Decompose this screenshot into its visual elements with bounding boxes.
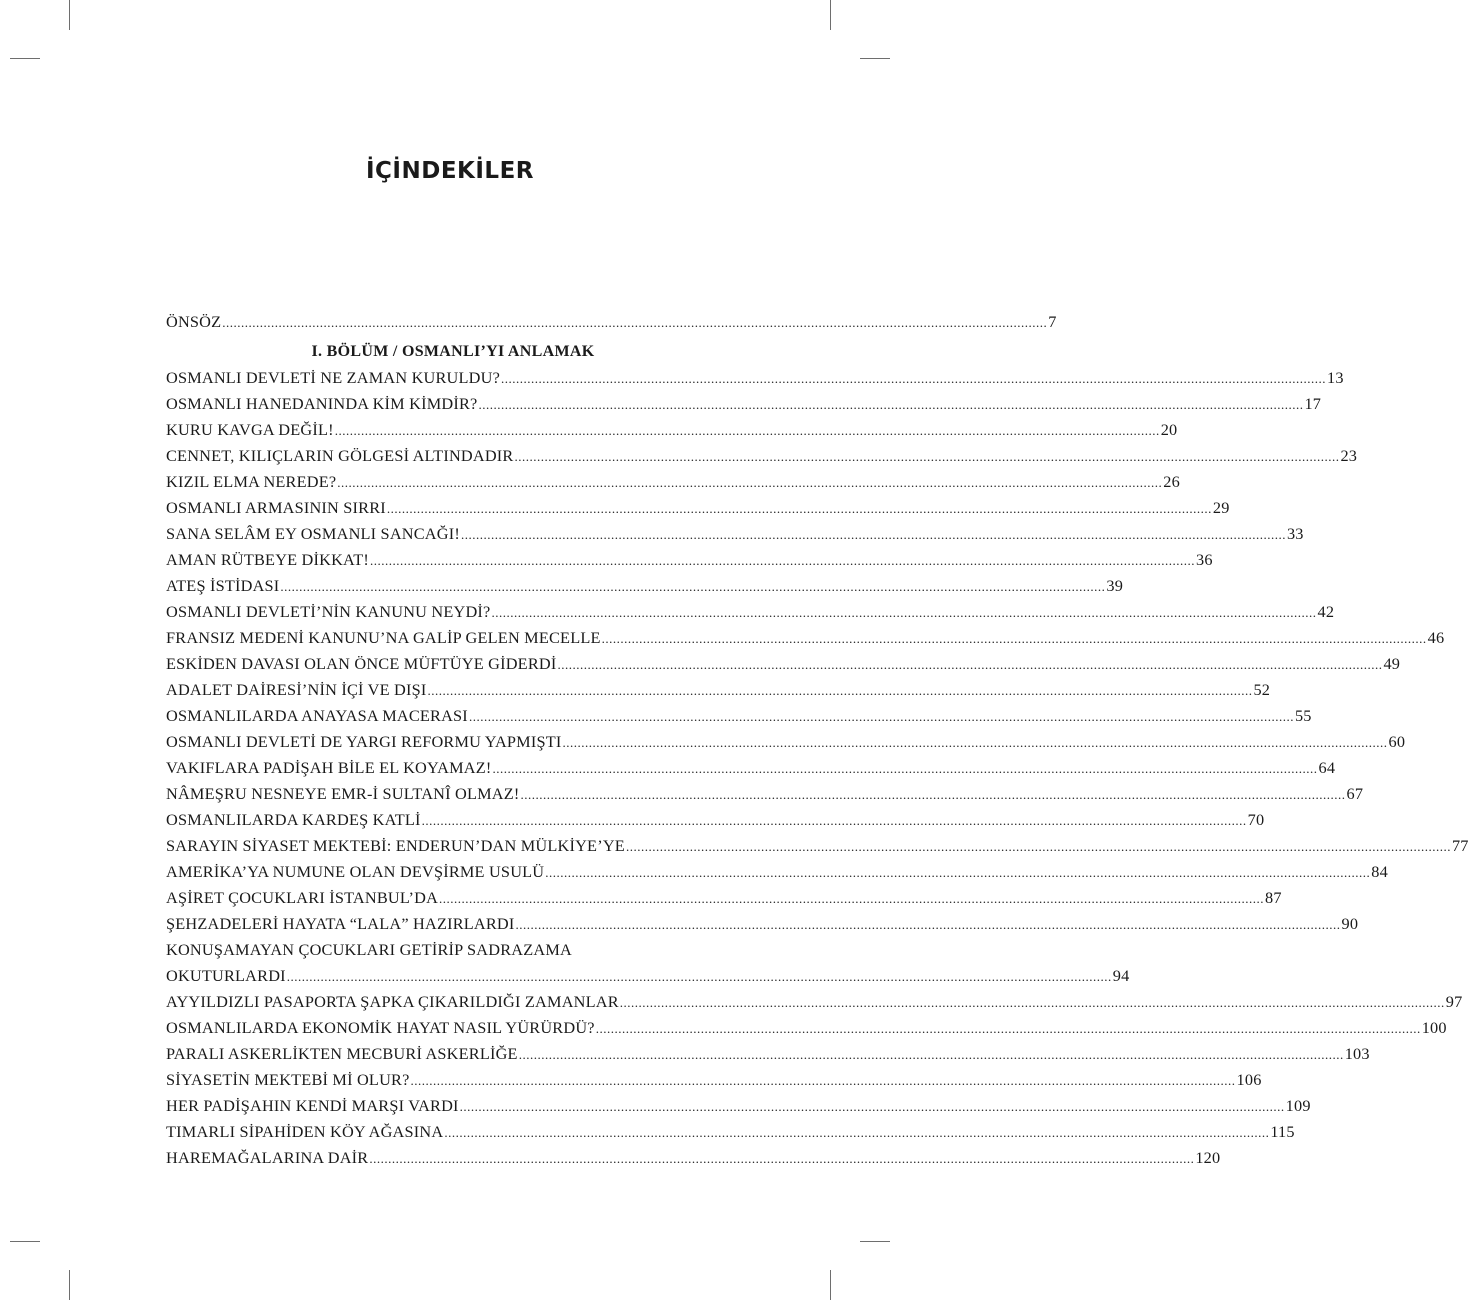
toc-entry	[166, 989, 1463, 1015]
dot-leader: ............................................................................................................................................................................................................................	[459, 1099, 1285, 1114]
toc-entry-title: OSMANLILARDA KARDEŞ KATLİ	[166, 810, 421, 829]
crop-mark-bottom-left	[69, 1270, 70, 1300]
toc-entry	[166, 1015, 1447, 1041]
toc-entry-page: 55	[1294, 706, 1312, 725]
toc-entry-page: 115	[1270, 1122, 1295, 1141]
toc-entry-title: VAKIFLARA PADİŞAH BİLE EL KOYAMAZ!	[166, 758, 492, 777]
toc-entry-page: 29	[1212, 498, 1230, 517]
crop-mark-top-right	[830, 0, 831, 30]
dot-leader: ............................................................................................................................................................................................................................	[334, 423, 1160, 438]
toc-entry-page: 13	[1327, 368, 1344, 387]
toc-entry-title: ATEŞ İSTİDASI	[166, 576, 280, 595]
toc-entry-title: PARALI ASKERLİKTEN MECBURİ ASKERLİĞE	[166, 1044, 518, 1063]
toc-entry	[166, 599, 1335, 625]
toc-entry	[166, 625, 1445, 651]
dot-leader: ............................................................................................................................................................................................................................	[601, 631, 1427, 646]
toc-entry-page: 67	[1346, 784, 1364, 803]
toc-entry	[166, 443, 1358, 469]
toc-entry-title: SİYASETİN MEKTEBİ Mİ OLUR?	[166, 1070, 410, 1089]
dot-leader: ............................................................................................................................................................................................................................	[286, 969, 1112, 984]
toc-entry	[166, 417, 1178, 443]
toc-entry	[166, 1145, 1221, 1171]
toc-entry	[166, 807, 1265, 833]
dot-leader: ............................................................................................................................................................................................................................	[562, 735, 1388, 750]
toc-entry-title-line1: KONUŞAMAYAN ÇOCUKLARI GETİRİP SADRAZAMA	[166, 940, 572, 959]
dot-leader: ............................................................................................................................................................................................................................	[478, 397, 1304, 412]
toc-entry-page: 33	[1286, 524, 1304, 543]
crop-mark-left-top	[10, 58, 40, 59]
toc-entry	[166, 1093, 1311, 1119]
toc-entry	[166, 469, 1180, 495]
toc-entry-title: OSMANLI ARMASININ SIRRI	[166, 498, 386, 517]
toc-entry-title: OSMANLILARDA EKONOMİK HAYAT NASIL YÜRÜRDÜ?	[166, 1018, 595, 1037]
toc-entry	[166, 495, 1230, 521]
toc-entry	[166, 365, 1344, 391]
toc-entry-title: ADALET DAİRESİ’NİN İÇİ VE DIŞI	[166, 680, 427, 699]
toc-entry-page: 46	[1427, 628, 1445, 647]
toc-entry-page: 90	[1341, 914, 1359, 933]
dot-leader: ............................................................................................................................................................................................................................	[444, 1125, 1270, 1140]
toc-entry-title: AMERİKA’YA NUMUNE OLAN DEVŞİRME USULÜ	[166, 862, 545, 881]
toc-entry	[166, 859, 1388, 885]
toc-entry-page: 26	[1163, 472, 1180, 491]
toc-entry-page: 7	[1048, 312, 1057, 331]
toc-entry-page: 49	[1383, 654, 1401, 673]
toc-entry	[166, 547, 1213, 573]
dot-leader: ............................................................................................................................................................................................................................	[280, 579, 1106, 594]
dot-leader: ............................................................................................................................................................................................................................	[492, 761, 1318, 776]
toc-entry	[166, 521, 1304, 547]
toc-entry-first-line	[166, 937, 740, 963]
toc-entry-page: 87	[1265, 888, 1282, 907]
toc-entry-page: 70	[1247, 810, 1265, 829]
dot-leader: ............................................................................................................................................................................................................................	[501, 371, 1326, 386]
toc-entry-title: CENNET, KILIÇLARIN GÖLGESİ ALTINDADIR	[166, 446, 514, 465]
toc-entry	[166, 391, 1322, 417]
toc-entry-title: FRANSIZ MEDENİ KANUNU’NA GALİP GELEN MECELLE	[166, 628, 601, 647]
crop-mark-left-bottom	[10, 1241, 40, 1242]
toc-entry-page: 36	[1195, 550, 1213, 569]
dot-leader: ............................................................................................................................................................................................................................	[460, 527, 1286, 542]
dot-leader: ............................................................................................................................................................................................................................	[514, 449, 1340, 464]
toc-entry-page: 64	[1318, 758, 1336, 777]
toc-entry	[166, 755, 1336, 781]
toc-entry-page: 103	[1344, 1044, 1370, 1063]
toc-entry	[166, 833, 1469, 859]
toc-entry-title: OSMANLI DEVLETİ NE ZAMAN KURULDU?	[166, 368, 500, 387]
section-heading: I. BÖLÜM / OSMANLI’YI ANLAMAK	[311, 343, 595, 360]
toc-entry-page: 17	[1304, 394, 1322, 413]
dot-leader: ............................................................................................................................................................................................................................	[491, 605, 1317, 620]
dot-leader: ............................................................................................................................................................................................................................	[427, 683, 1253, 698]
crop-mark-top-left	[69, 0, 70, 30]
toc-entry-title: OSMANLILARDA ANAYASA MACERASI	[166, 706, 468, 725]
toc-entry	[166, 781, 1364, 807]
toc-entry-page: 52	[1253, 680, 1271, 699]
toc-entry-title: OSMANLI HANEDANINDA KİM KİMDİR?	[166, 394, 478, 413]
toc-entry	[166, 911, 1359, 937]
toc-entry	[166, 963, 1130, 989]
toc-entry-page: 77	[1451, 836, 1469, 855]
toc-entry-page: 94	[1112, 966, 1130, 985]
dot-leader: ............................................................................................................................................................................................................................	[595, 1021, 1421, 1036]
toc-entry-page: 84	[1371, 862, 1388, 881]
dot-leader: ............................................................................................................................................................................................................................	[386, 501, 1212, 516]
toc-entry-page: 39	[1106, 576, 1124, 595]
dot-leader: ............................................................................................................................................................................................................................	[625, 839, 1451, 854]
toc-entry-page: 20	[1160, 420, 1178, 439]
crop-mark-right-top	[860, 58, 890, 59]
toc-entry	[166, 651, 1401, 677]
toc-entry-title: ESKİDEN DAVASI OLAN ÖNCE MÜFTÜYE GİDERDİ	[166, 654, 557, 673]
toc-entry	[166, 677, 1271, 703]
dot-leader: ............................................................................................................................................................................................................................	[410, 1073, 1236, 1088]
toc-entry	[166, 1067, 1262, 1093]
toc-entry-title: NÂMEŞRU NESNEYE EMR-İ SULTANÎ OLMAZ!	[166, 784, 520, 803]
toc-entry	[166, 885, 1282, 911]
dot-leader: ............................................................................................................................................................................................................................	[619, 995, 1445, 1010]
toc-entry-page: 60	[1388, 732, 1406, 751]
toc-entry-title: OSMANLI DEVLETİ DE YARGI REFORMU YAPMIŞTI	[166, 732, 562, 751]
toc-entry-page: 97	[1445, 992, 1463, 1011]
toc-entry-page: 23	[1340, 446, 1358, 465]
toc-entry-title: ÖNSÖZ	[166, 312, 222, 331]
dot-leader: ............................................................................................................................................................................................................................	[421, 813, 1247, 828]
dot-leader: ............................................................................................................................................................................................................................	[515, 917, 1341, 932]
toc-entry-foreword	[166, 309, 1057, 335]
page-title: İÇİNDEKİLER	[365, 158, 534, 184]
toc-entry-page: 120	[1195, 1148, 1221, 1167]
toc-entry-page: 106	[1236, 1070, 1262, 1089]
toc-entry	[166, 729, 1406, 755]
dot-leader: ............................................................................................................................................................................................................................	[468, 709, 1294, 724]
dot-leader: ............................................................................................................................................................................................................................	[337, 475, 1163, 490]
toc-entry	[166, 573, 1124, 599]
dot-leader: ............................................................................................................................................................................................................................	[518, 1047, 1344, 1062]
toc-entry-title: OKUTURLARDI	[166, 966, 286, 985]
toc-entry	[166, 1041, 1370, 1067]
crop-mark-bottom-right	[830, 1270, 831, 1300]
toc-entry-title: OSMANLI DEVLETİ’NİN KANUNU NEYDİ?	[166, 602, 491, 621]
crop-mark-right-bottom	[860, 1241, 890, 1242]
toc-entry-title: HAREMAĞALARINA DAİR	[166, 1148, 369, 1167]
toc-entry-title: ŞEHZADELERİ HAYATA “LALA” HAZIRLARDI	[166, 914, 515, 933]
dot-leader: ............................................................................................................................................................................................................................	[369, 1151, 1195, 1166]
toc-entry-title: HER PADİŞAHIN KENDİ MARŞI VARDI	[166, 1096, 459, 1115]
dot-leader: ............................................................................................................................................................................................................................	[222, 315, 1048, 330]
toc-entry	[166, 1119, 1295, 1145]
toc-entry-page: 100	[1421, 1018, 1447, 1037]
dot-leader: ............................................................................................................................................................................................................................	[545, 865, 1371, 880]
dot-leader: ............................................................................................................................................................................................................................	[557, 657, 1383, 672]
toc-entry-title: KIZIL ELMA NEREDE?	[166, 472, 337, 491]
dot-leader: ............................................................................................................................................................................................................................	[520, 787, 1346, 802]
toc-entries	[166, 365, 1469, 1171]
toc-entry-title: AŞİRET ÇOCUKLARI İSTANBUL’DA	[166, 888, 439, 907]
toc-entry-title: AMAN RÜTBEYE DİKKAT!	[166, 550, 369, 569]
dot-leader: ............................................................................................................................................................................................................................	[369, 553, 1195, 568]
toc-entry-page: 42	[1317, 602, 1335, 621]
toc-entry	[166, 703, 1312, 729]
dot-leader: ............................................................................................................................................................................................................................	[439, 891, 1265, 906]
toc-entry-title: TIMARLI SİPAHİDEN KÖY AĞASINA	[166, 1122, 444, 1141]
table-of-contents	[166, 309, 1469, 1171]
toc-entry-title: SARAYIN SİYASET MEKTEBİ: ENDERUN’DAN MÜLKİYE’YE	[166, 836, 625, 855]
toc-entry-title: SANA SELÂM EY OSMANLI SANCAĞI!	[166, 524, 460, 543]
toc-entry-title: KURU KAVGA DEĞİL!	[166, 420, 334, 439]
toc-entry-title: AYYILDIZLI PASAPORTA ŞAPKA ÇIKARILDIĞI ZAMANLAR	[166, 992, 619, 1011]
toc-entry-page: 109	[1285, 1096, 1311, 1115]
